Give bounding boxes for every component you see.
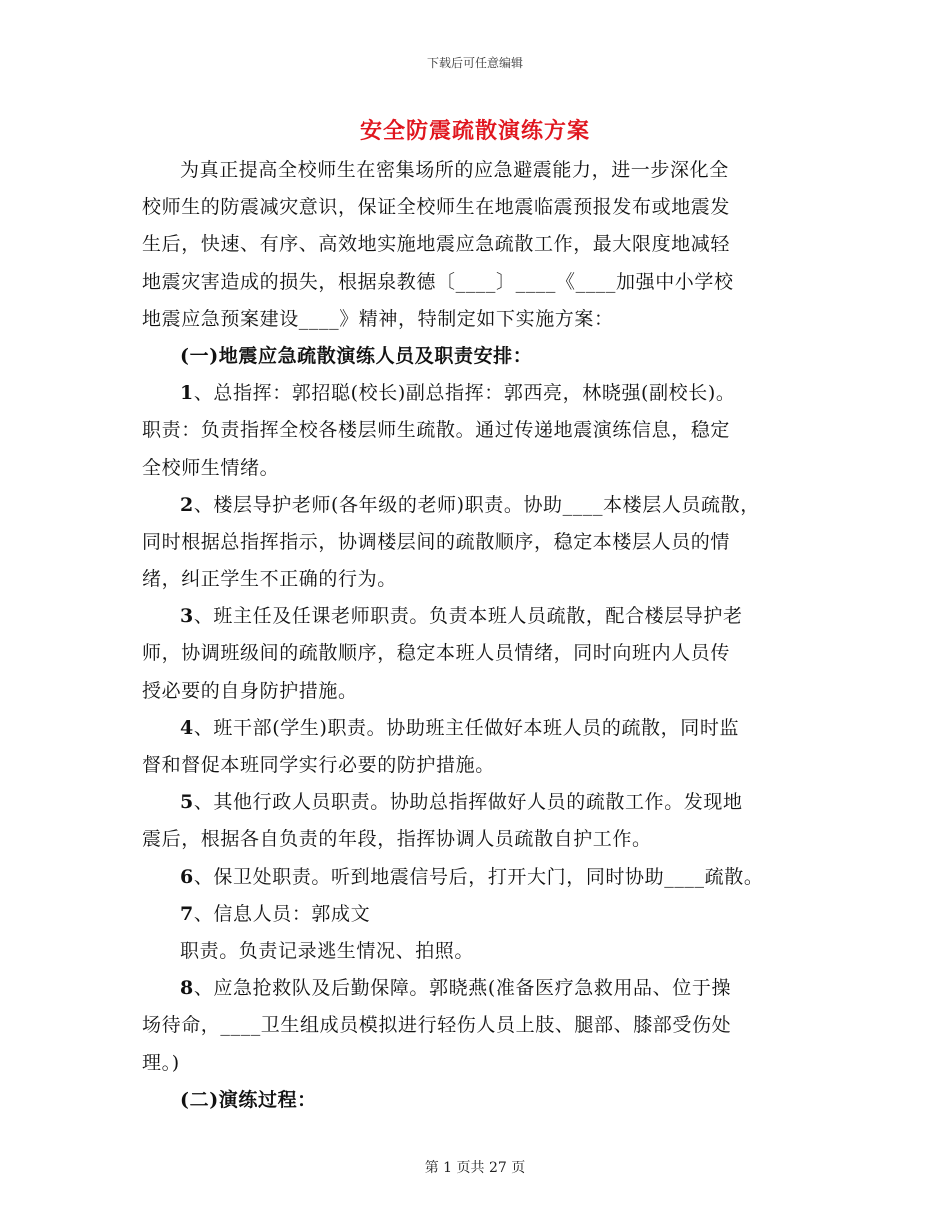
item-text: 、其他行政人员职责。协助总指挥做好人员的疏散工作。发现地 [193, 791, 743, 814]
item-text: 、楼层导护老师(各年级的老师)职责。协助____本楼层人员疏散， [193, 493, 760, 516]
paragraph-line: 为真正提高全校师生在密集场所的应急避震能力，进一步深化全 [180, 159, 729, 181]
item-number: 4 [180, 716, 194, 739]
item-text: 、班主任及任课老师职责。负责本班人员疏散，配合楼层导护老 [193, 605, 743, 628]
list-item-line [142, 375, 822, 412]
list-item-line: 督和督促本班同学实行必要的防护措施。 [142, 754, 495, 776]
document-body [142, 152, 822, 1119]
list-item-line: 师，协调班级间的疏散顺序，稳定本班人员情绪，同时向班内人员传 [142, 642, 731, 665]
item-number: 2 [180, 493, 194, 516]
list-item-line: 全校师生情绪。 [142, 456, 280, 479]
document-title: 安全防震疏散演练方案 [359, 118, 590, 144]
list-item-line: 场待命，____卫生组成员模拟进行轻伤人员上肢、腿部、膝部受伤处 [142, 1014, 732, 1037]
list-item-line: 职责：负责指挥全校各楼层师生疏散。通过传递地震演练信息，稳定 [142, 419, 731, 442]
item-number: 6 [180, 865, 194, 888]
list-item-line: 授必要的自身防护措施。 [142, 679, 358, 702]
item-text: 、总指挥：郭招聪(校长)副总指挥：郭西亮，林晓强(副校长)。 [193, 382, 736, 405]
list-item-line: 理。) [142, 1051, 180, 1074]
item-number: 5 [180, 791, 194, 814]
paragraph-line: 生后，快速、有序、高效地实施地震应急疏散工作，最大限度地减轻 [142, 233, 731, 256]
item-number: 1 [180, 382, 194, 405]
item-number: 3 [180, 605, 194, 628]
paragraph-line: 校师生的防震减灾意识，保证全校师生在地震临震预报发布或地震发 [142, 196, 731, 219]
page-number-footer: 第 1 页共 27 页 [424, 1160, 526, 1176]
page-header-note: 下载后可任意编辑 [426, 56, 523, 70]
list-item-line: 绪，纠正学生不正确的行为。 [142, 568, 397, 591]
item-text: 、班干部(学生)职责。协助班主任做好本班人员的疏散，同时监 [193, 716, 740, 739]
paragraph-line: 地震应急预案建设____》精神，特制定如下实施方案： [142, 307, 614, 330]
list-item-line: 震后，根据各自负责的年段，指挥协调人员疏散自护工作。 [142, 828, 652, 851]
list-item-line [142, 896, 822, 933]
list-item-line: 职责。负责记录逃生情况、拍照。 [180, 939, 475, 962]
list-item-line [142, 970, 822, 1007]
list-item-line [142, 487, 822, 524]
list-item-line [142, 859, 822, 896]
item-text: 、信息人员：郭成文 [193, 902, 371, 925]
item-text: 、保卫处职责。听到地震信号后，打开大门，同时协助____疏散。 [193, 865, 764, 888]
item-number: 8 [180, 977, 194, 1000]
section-heading: (一)地震应急疏散演练人员及职责安排： [180, 344, 533, 367]
list-item-line [142, 598, 822, 635]
paragraph-line: 地震灾害造成的损失，根据泉教德〔____〕____《____加强中小学校 [142, 270, 734, 293]
list-item-line: 同时根据总指挥指示，协调楼层间的疏散顺序，稳定本楼层人员的情 [142, 530, 731, 553]
item-number: 7 [180, 902, 194, 925]
list-item-line [142, 784, 822, 821]
section-heading: (二)演练过程： [180, 1088, 317, 1111]
item-text: 、应急抢救队及后勤保障。郭晓燕(准备医疗急救用品、位于操 [193, 977, 732, 1000]
list-item-line [142, 710, 822, 747]
